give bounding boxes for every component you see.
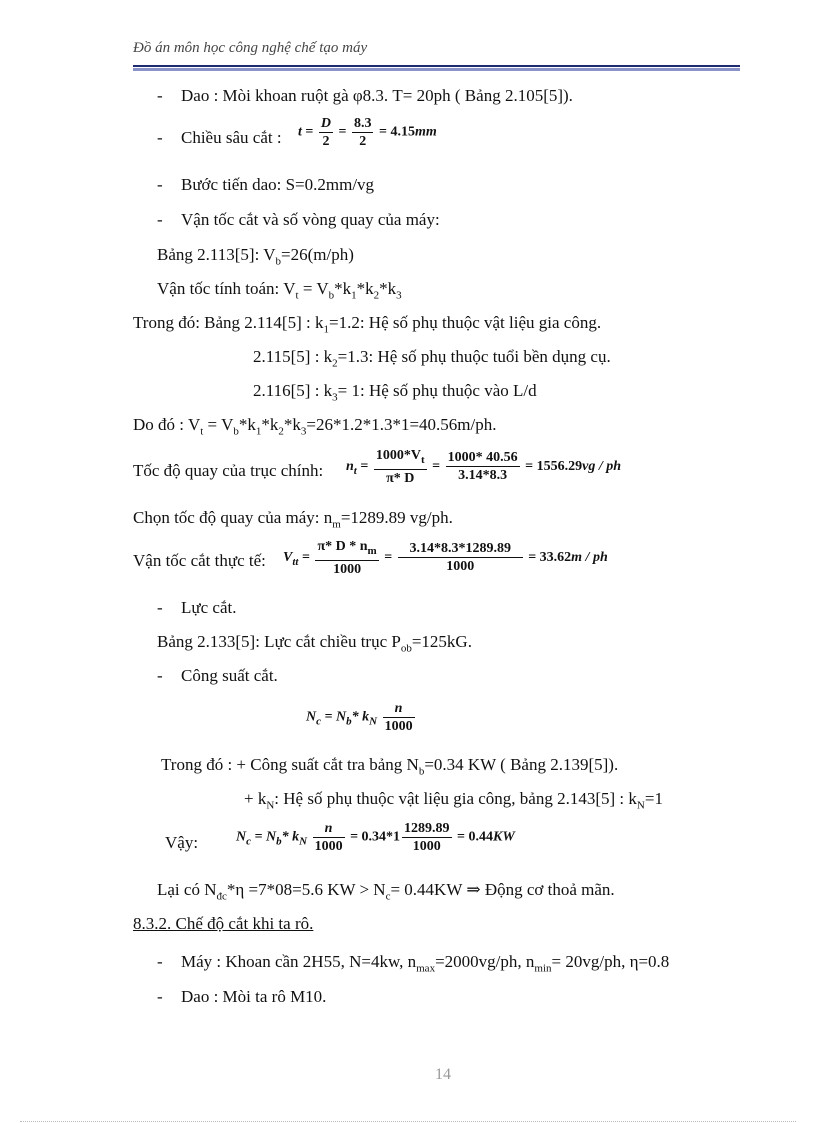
formula-power: $N_c = N_b*$ $k_N$ $\frac{n}{1000}$ — [306, 701, 413, 734]
line-luc-cat: - Lực cắt. — [157, 598, 237, 617]
line-dao-ta-ro: - Dao : Mòi ta rô M10. — [157, 987, 327, 1006]
line-van-toc-thuc-te-label: Vận tốc cắt thực tế: — [133, 551, 266, 570]
line-do-do: Do đó : $V_t = V_b*k_1*k_2*k_3=26*1.2*1.3*1=40.56m/ph$. — [133, 415, 497, 438]
page-number: 14 — [435, 1066, 451, 1083]
formula-power-result: $N_c = N_b*$ $k_N$ $\frac{n}{1000}$ = 0.34*1 $\frac{1289.89}{1000}$ = 0.44KW — [236, 821, 515, 854]
line-trong-do-nb: Trong đó : + Công suất cắt tra bảng $N_b=0.34$ KW ( Bảng 2.139[5]). — [161, 755, 619, 778]
formula-actual-speed: $V_{tt}$ = $\frac{\pi* D * n_m}{1000}$ = $\frac{3.14*8.3*1289.89}{1000}$ = 33.62m / ph — [283, 539, 608, 577]
line-toc-do-quay-label: Tốc độ quay của trục chính: — [133, 461, 324, 480]
line-bang-2133: Bảng 2.133[5]: Lực cắt chiều trục $P_{ob}=125kG$. — [157, 632, 472, 655]
formula-spindle-speed: $n_t$ = $\frac{1000*V_t}{\pi* D}$ = $\frac{1000* 40.56}{3.14*8.3}$ = 1556.29vg / ph — [346, 448, 621, 486]
header-rule-shadow — [133, 68, 740, 71]
line-bang-2113: Bảng 2.113[5]: $V_b=26(m/ph)$ — [157, 245, 354, 268]
line-kn: + $k_N$: Hệ số phụ thuộc vật liệu gia công, bảng 2.143[5] : $k_N=1$ — [244, 789, 663, 812]
line-chon-toc-do: Chọn tốc độ quay của máy: $n_m=1289.89$ vg/ph. — [133, 508, 453, 531]
line-cong-suat-cat: - Công suất cắt. — [157, 666, 278, 685]
line-buoc-tien: - Bước tiến dao: S=0.2mm/vg — [157, 175, 375, 194]
header-rule — [133, 65, 740, 67]
header-title: Đồ án môn học công nghệ chế tạo máy — [133, 40, 368, 56]
line-k3: 2.116[5] : $k_3= 1$: Hệ số phụ thuộc vào L/d — [253, 381, 537, 404]
line-may: - Máy : Khoan cần 2H55, N=4kw, $n_{max}=2000vg/ph$, $n_{min}= 20vg/ph$, η=0.8 — [157, 952, 670, 975]
section-heading-8-3-2: 8.3.2. Chế độ cắt khi ta rô. — [133, 914, 314, 933]
line-lai-co: Lại có $N_{đc}*\eta =7*08=5.6$ KW > $N_c= 0.44KW$ ⇒ Động cơ thoả mãn. — [157, 880, 615, 903]
line-chieu-sau-cat: - Chiều sâu cắt : — [157, 128, 282, 147]
line-k2: 2.115[5] : $k_2=1.3$: Hệ số phụ thuộc tuổi bền dụng cụ. — [253, 347, 611, 370]
line-vay-label: Vậy: — [165, 833, 199, 852]
line-van-toc: - Vận tốc cắt và số vòng quay của máy: — [157, 210, 440, 229]
formula-depth: t = $\frac{D}{2}$ = $\frac{8.3}{2}$ = 4.15mm — [298, 116, 437, 149]
line-van-toc-tinh-toan: Vận tốc tính toán: $V_t = V_b*k_1*k_2*k_3$ — [157, 279, 402, 302]
line-trong-do-k1: Trong đó: Bảng 2.114[5] : $k_1=1.2$: Hệ số phụ thuộc vật liệu gia công. — [133, 313, 602, 336]
line-dao: - Dao : Mòi khoan ruột gà φ8.3. T= 20ph ( Bảng 2.105[5]). — [157, 86, 573, 105]
